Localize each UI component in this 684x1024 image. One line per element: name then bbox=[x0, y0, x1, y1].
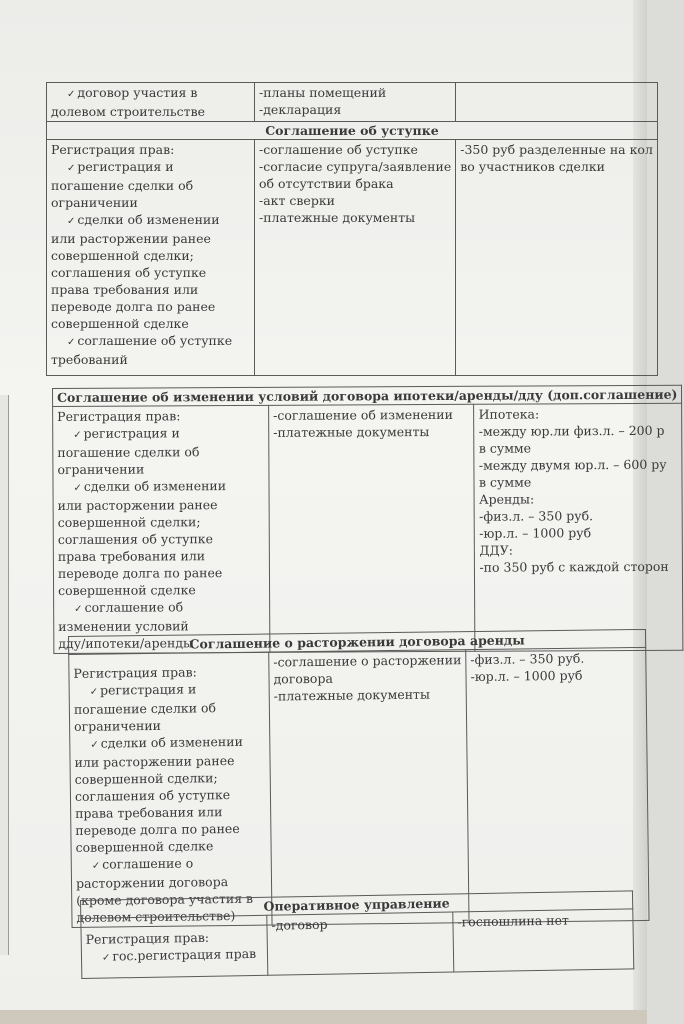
cell-termination-col1 bbox=[69, 652, 272, 927]
cell-line: -планы помещений bbox=[259, 85, 387, 100]
table-section-assignment bbox=[46, 82, 666, 376]
cell-operational-col1 bbox=[81, 915, 268, 978]
cell-line: Регистрация прав: bbox=[57, 408, 181, 424]
cell-line: об отсутствии брака bbox=[259, 176, 394, 191]
cell-line: соглашения об уступке bbox=[51, 265, 207, 280]
cell-top-col3 bbox=[456, 83, 658, 122]
table-row-operational bbox=[81, 909, 634, 979]
cell-line: -350 руб разделенные на кол bbox=[460, 142, 653, 157]
cell-line: -госпошлина нет bbox=[457, 912, 570, 930]
cell-operational-col2 bbox=[267, 912, 454, 975]
cell-line: совершенной сделке bbox=[75, 838, 214, 855]
cell-line: сделки об изменении bbox=[83, 478, 227, 494]
cell-line: -физ.л. – 350 руб. bbox=[479, 508, 594, 524]
cell-line: -между юр.ли физ.л. – 200 р bbox=[478, 422, 665, 439]
check-icon: ✓ bbox=[73, 429, 82, 441]
cell-line: совершенной сделке bbox=[58, 582, 196, 598]
cell-line: -декларация bbox=[259, 102, 342, 117]
cell-line: -соглашение о расторжении bbox=[273, 652, 462, 670]
cell-line: долевом строительстве bbox=[51, 104, 206, 119]
cell-line: во участников сделки bbox=[460, 159, 605, 174]
check-icon: ✓ bbox=[67, 89, 76, 100]
check-icon: ✓ bbox=[89, 686, 99, 698]
cell-line: соглашения об уступке bbox=[57, 531, 214, 547]
cell-termination-col2 bbox=[269, 650, 469, 925]
check-icon: ✓ bbox=[91, 860, 101, 872]
cell-line: или расторжении ранее bbox=[51, 231, 211, 246]
cell-line: ограничении bbox=[74, 717, 162, 734]
table-row-amendment bbox=[53, 403, 684, 653]
cell-line: погашение сделки об bbox=[51, 178, 194, 193]
cell-line: права требования или bbox=[75, 804, 223, 821]
section-title-assignment: Соглашение об уступке bbox=[47, 122, 658, 140]
check-icon: ✓ bbox=[67, 163, 76, 174]
check-icon: ✓ bbox=[74, 603, 83, 615]
cell-line: -между двумя юр.л. – 600 ру bbox=[478, 456, 667, 473]
cell-line: соглашение об bbox=[84, 599, 184, 615]
cell-line: ограничении bbox=[51, 195, 138, 210]
check-icon: ✓ bbox=[90, 739, 99, 751]
table-row-termination bbox=[69, 647, 649, 927]
cell-line: соглашение о bbox=[102, 855, 194, 872]
cell-line: в сумме bbox=[478, 474, 532, 490]
cell-line: регистрация и bbox=[77, 159, 174, 174]
cell-top-col1 bbox=[47, 83, 255, 122]
cell-line: договора bbox=[273, 670, 333, 687]
cell-line: Регистрация прав: bbox=[73, 664, 197, 681]
cell-line: -соглашение об уступке bbox=[259, 142, 418, 157]
check-icon: ✓ bbox=[73, 482, 82, 494]
table-assignment bbox=[46, 82, 658, 376]
section-title-operational: Оперативное управление bbox=[81, 891, 633, 919]
cell-line: сделки об изменении bbox=[77, 212, 220, 227]
cell-line: -юр.л. – 1000 руб bbox=[479, 525, 592, 541]
cell-assignment-col1 bbox=[47, 140, 255, 376]
cell-termination-col3 bbox=[466, 647, 649, 922]
cell-line: -платежные документы bbox=[259, 210, 416, 225]
cell-line: расторжении договора bbox=[75, 874, 229, 891]
cell-line: погашение сделки об bbox=[73, 700, 217, 717]
section-header-row bbox=[47, 122, 658, 140]
cell-line: Регистрация прав: bbox=[85, 929, 210, 947]
cell-line: требований bbox=[51, 352, 128, 367]
cell-line: права требования или bbox=[57, 548, 206, 564]
cell-line: регистрация и bbox=[99, 681, 197, 698]
cell-line: ограничении bbox=[57, 461, 145, 477]
cell-line: гос.регистрация прав bbox=[112, 945, 257, 964]
cell-line: -соглашение об изменении bbox=[273, 406, 453, 423]
table-section-amendment bbox=[52, 385, 678, 654]
table-section-termination bbox=[68, 629, 662, 928]
cell-line: или расторжении ранее bbox=[74, 752, 235, 770]
cell-line: -акт сверки bbox=[259, 193, 335, 208]
cell-line: права требования или bbox=[51, 282, 199, 297]
cell-amendment-col1 bbox=[53, 405, 270, 653]
cell-line: совершенной сделки; bbox=[57, 514, 201, 530]
floor-strip bbox=[0, 1010, 647, 1024]
cell-line: (кроме договора участия в bbox=[76, 890, 254, 908]
cell-line: долевом строительстве) bbox=[76, 907, 236, 925]
cell-line: дду/ипотеки/аренды bbox=[58, 635, 194, 651]
cell-assignment-col2 bbox=[255, 140, 456, 376]
cell-line: регистрация и bbox=[83, 425, 180, 441]
cell-line: переводе долга по ранее bbox=[57, 565, 223, 581]
cell-line: Регистрация прав: bbox=[51, 142, 175, 157]
cell-line: договор участия в bbox=[77, 85, 198, 100]
cell-line: совершенной сделке bbox=[51, 316, 189, 331]
cell-amendment-col2 bbox=[269, 404, 476, 652]
cell-line: -юр.л. – 1000 руб bbox=[470, 667, 583, 685]
cell-line: соглашение об уступке bbox=[77, 333, 233, 348]
underlying-sheet-edge bbox=[0, 395, 9, 955]
cell-line: Ипотека: bbox=[478, 406, 540, 422]
cell-amendment-col3 bbox=[474, 403, 683, 651]
cell-line: ДДУ: bbox=[479, 542, 513, 558]
cell-line: в сумме bbox=[478, 440, 532, 456]
cell-top-col2 bbox=[255, 83, 456, 122]
section-title-termination: Соглашение о расторжении договора аренды bbox=[69, 629, 646, 654]
cell-line: -физ.л. – 350 руб. bbox=[470, 650, 585, 668]
cell-line: погашение сделки об bbox=[57, 444, 200, 460]
cell-operational-col3 bbox=[453, 909, 634, 972]
cell-line: -платежные документы bbox=[273, 686, 430, 704]
check-icon: ✓ bbox=[101, 952, 111, 964]
cell-line: сделки об изменении bbox=[100, 733, 243, 751]
table-amendment bbox=[52, 385, 684, 654]
cell-line: совершенной сделки; bbox=[51, 248, 194, 263]
cell-line: переводе долга по ранее bbox=[75, 820, 240, 838]
cell-line: или расторжении ранее bbox=[57, 497, 218, 513]
section-title-amendment: Соглашение об изменении условий договора ипотеки/аренды/дду (доп.соглашение) bbox=[53, 385, 683, 406]
cell-line: переводе долга по ранее bbox=[51, 299, 216, 314]
cell-line: Аренды: bbox=[479, 491, 535, 507]
table-operational bbox=[80, 890, 634, 979]
table-row-top bbox=[47, 83, 658, 122]
cell-line: соглашения об уступке bbox=[74, 787, 231, 804]
cell-line: -согласие супруга/заявление bbox=[259, 159, 452, 174]
table-row-assignment bbox=[47, 140, 658, 376]
cell-line: -платежные документы bbox=[273, 424, 430, 440]
cell-line: совершенной сделки; bbox=[74, 770, 218, 787]
cell-assignment-col3 bbox=[456, 140, 658, 376]
table-section-operational bbox=[80, 890, 661, 979]
cell-line: -договор bbox=[271, 916, 328, 933]
cell-line: изменении условий bbox=[58, 618, 189, 634]
table-termination bbox=[68, 629, 650, 928]
check-icon: ✓ bbox=[67, 337, 76, 348]
check-icon: ✓ bbox=[67, 216, 76, 227]
cell-line: -по 350 руб с каждой сторон bbox=[479, 558, 669, 575]
